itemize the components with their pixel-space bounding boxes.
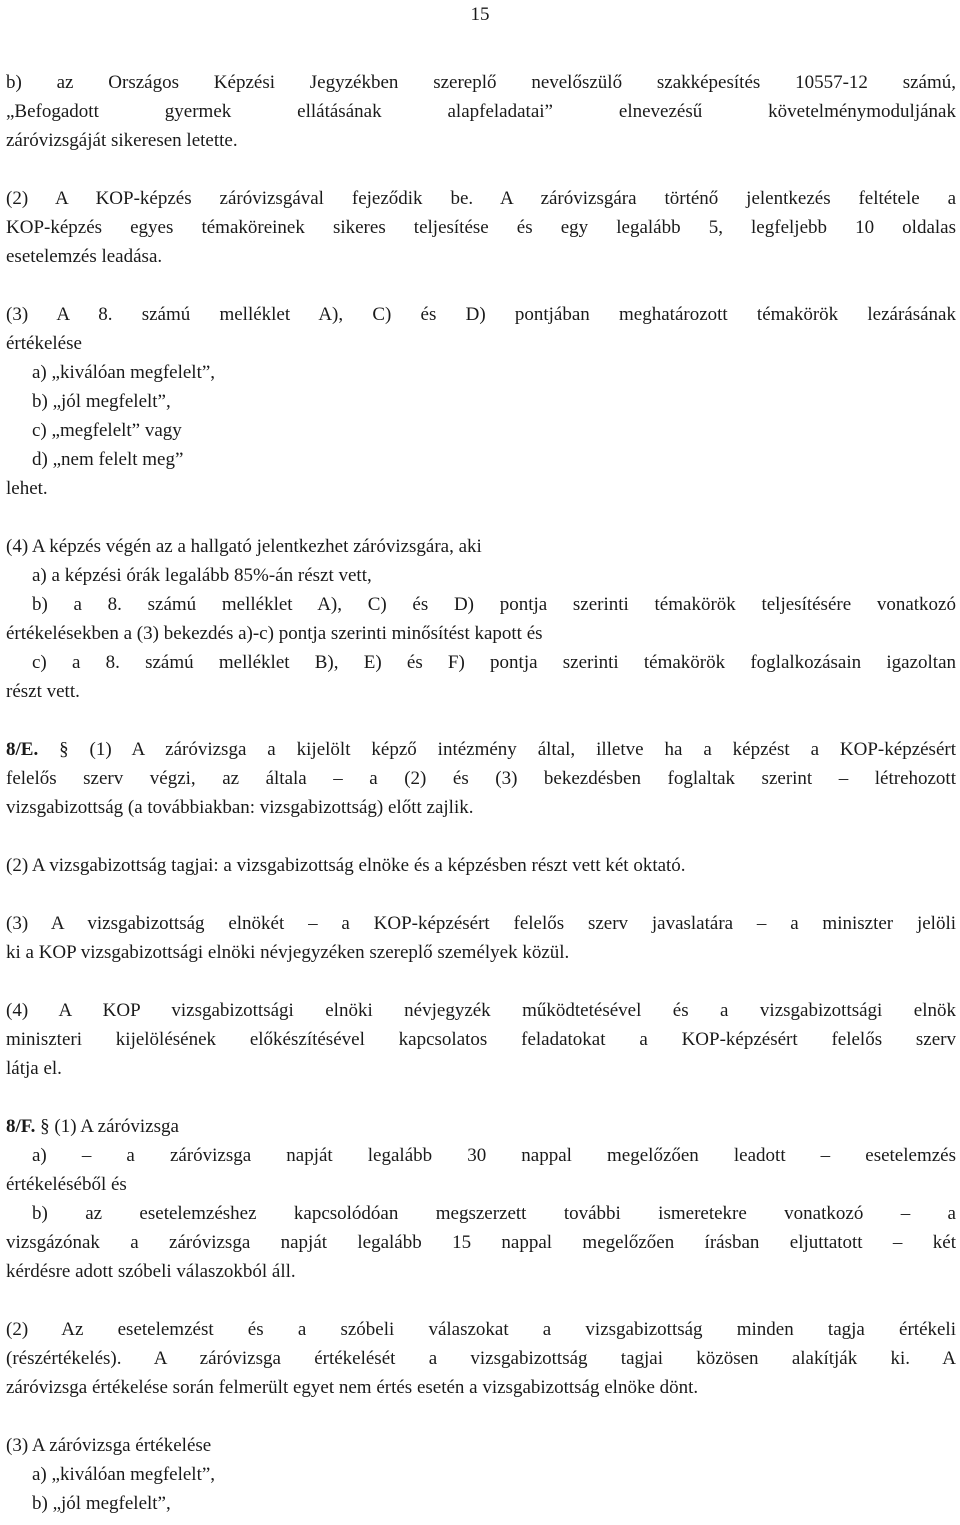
text-line: esetelemzés leadása. bbox=[6, 246, 163, 267]
list-item: c) a 8. számú melléklet B), E) és F) pontja szerinti témakörök foglalkozásain igazoltan bbox=[32, 652, 956, 673]
list-item: b) „jól megfelelt”, bbox=[32, 391, 171, 412]
text-line: értékelése bbox=[6, 333, 82, 354]
paragraph-b-intro bbox=[6, 68, 956, 155]
paragraph-4 bbox=[6, 532, 956, 706]
list-item: b) a 8. számú melléklet A), C) és D) pontja szerinti témakörök teljesítésére vonatkozó bbox=[32, 594, 956, 615]
text-line: „Befogadott gyermek ellátásának alapfeladatai” elnevezésű követelménymoduljának bbox=[6, 101, 956, 122]
text-line: részt vett. bbox=[6, 681, 80, 702]
text-line: (3) A 8. számú melléklet A), C) és D) pontjában meghatározott témakörök lezárásának bbox=[6, 304, 956, 325]
section-8e-4 bbox=[6, 996, 956, 1083]
text-line: (4) A KOP vizsgabizottsági elnöki névjegyzék működtetésével és a vizsgabizottsági elnök bbox=[6, 1000, 956, 1021]
text-line: 8/F. § (1) A záróvizsga bbox=[6, 1116, 179, 1137]
text-line: értékeléséből és bbox=[6, 1174, 127, 1195]
text-line: (3) A záróvizsga értékelése bbox=[6, 1435, 212, 1456]
section-8e-3 bbox=[6, 909, 956, 967]
list-item: d) „nem felelt meg” bbox=[32, 449, 184, 470]
section-8f-3 bbox=[6, 1431, 956, 1518]
text-line: lehet. bbox=[6, 478, 48, 499]
list-item: b) az esetelemzéshez kapcsolódóan megszerzett további ismeretekre vonatkozó – a bbox=[32, 1203, 956, 1224]
text-line: (2) A KOP-képzés záróvizsgával fejeződik be. A záróvizsgára történő jelentkezés feltétele a bbox=[6, 188, 956, 209]
list-item: a) a képzési órák legalább 85%-án részt vett, bbox=[32, 565, 372, 586]
paragraph-3 bbox=[6, 300, 956, 503]
section-number: 8/E. bbox=[6, 739, 39, 760]
text-line: vizsgázónak a záróvizsga napját legalább 15 nappal megelőzően írásban eljuttatott – két bbox=[6, 1232, 956, 1253]
text-line: (3) A vizsgabizottság elnökét – a KOP-képzésért felelős szerv javaslatára – a miniszter jelöli bbox=[6, 913, 956, 934]
text-line: 8/E. § (1) A záróvizsga a kijelölt képző intézmény által, illetve ha a képzést a KOP-képzésért bbox=[6, 739, 956, 760]
list-item: b) „jól megfelelt”, bbox=[32, 1493, 171, 1514]
list-item: a) „kiválóan megfelelt”, bbox=[32, 362, 216, 383]
section-number: 8/F. bbox=[6, 1116, 36, 1137]
text-line: b) az Országos Képzési Jegyzékben szereplő nevelőszülő szakképesítés 10557-12 számú, bbox=[6, 72, 956, 93]
text-line: (részértékelés). A záróvizsga értékelését a vizsgabizottság tagjai közösen alakítják ki. A bbox=[6, 1348, 956, 1369]
paragraph-2 bbox=[6, 184, 956, 271]
text-line: értékelésekben a (3) bekezdés a)-c) pontja szerinti minősítést kapott és bbox=[6, 623, 543, 644]
text-line: KOP-képzés egyes témaköreinek sikeres teljesítése és egy legalább 5, legfeljebb 10 oldalas bbox=[6, 217, 956, 238]
text-line: záróvizsga értékelése során felmerült egyet nem értés esetén a vizsgabizottság elnöke dönt. bbox=[6, 1377, 699, 1398]
section-8f-2 bbox=[6, 1315, 956, 1402]
text-line: miniszteri kijelölésének előkészítésével kapcsolatos feladatokat a KOP-képzésért felelős szerv bbox=[6, 1029, 956, 1050]
document-body bbox=[6, 68, 956, 1518]
text-line: látja el. bbox=[6, 1058, 62, 1079]
list-item: c) „megfelelt” vagy bbox=[32, 420, 182, 441]
text-line: felelős szerv végzi, az általa – a (2) és (3) bekezdésben foglaltak szerint – létrehozott bbox=[6, 768, 956, 789]
list-item: a) „kiválóan megfelelt”, bbox=[32, 1464, 216, 1485]
text-line: (4) A képzés végén az a hallgató jelentkezhet záróvizsgára, aki bbox=[6, 536, 482, 557]
section-8e-2 bbox=[6, 851, 956, 880]
text-line: (2) A vizsgabizottság tagjai: a vizsgabizottság elnöke és a képzésben részt vett két oktató. bbox=[6, 855, 686, 876]
section-8f-1 bbox=[6, 1112, 956, 1286]
text-line: (2) Az esetelemzést és a szóbeli válaszokat a vizsgabizottság minden tagja értékeli bbox=[6, 1319, 956, 1340]
list-item: a) – a záróvizsga napját legalább 30 nappal megelőzően leadott – esetelemzés bbox=[32, 1145, 956, 1166]
text-line: záróvizsgáját sikeresen letette. bbox=[6, 130, 238, 151]
section-8e-1 bbox=[6, 735, 956, 822]
text-line: kérdésre adott szóbeli válaszokból áll. bbox=[6, 1261, 296, 1282]
text-line: ki a KOP vizsgabizottsági elnöki névjegyzéken szereplő személyek közül. bbox=[6, 942, 570, 963]
page-number: 15 bbox=[470, 4, 490, 25]
text-line: vizsgabizottság (a továbbiakban: vizsgabizottság) előtt zajlik. bbox=[6, 797, 474, 818]
